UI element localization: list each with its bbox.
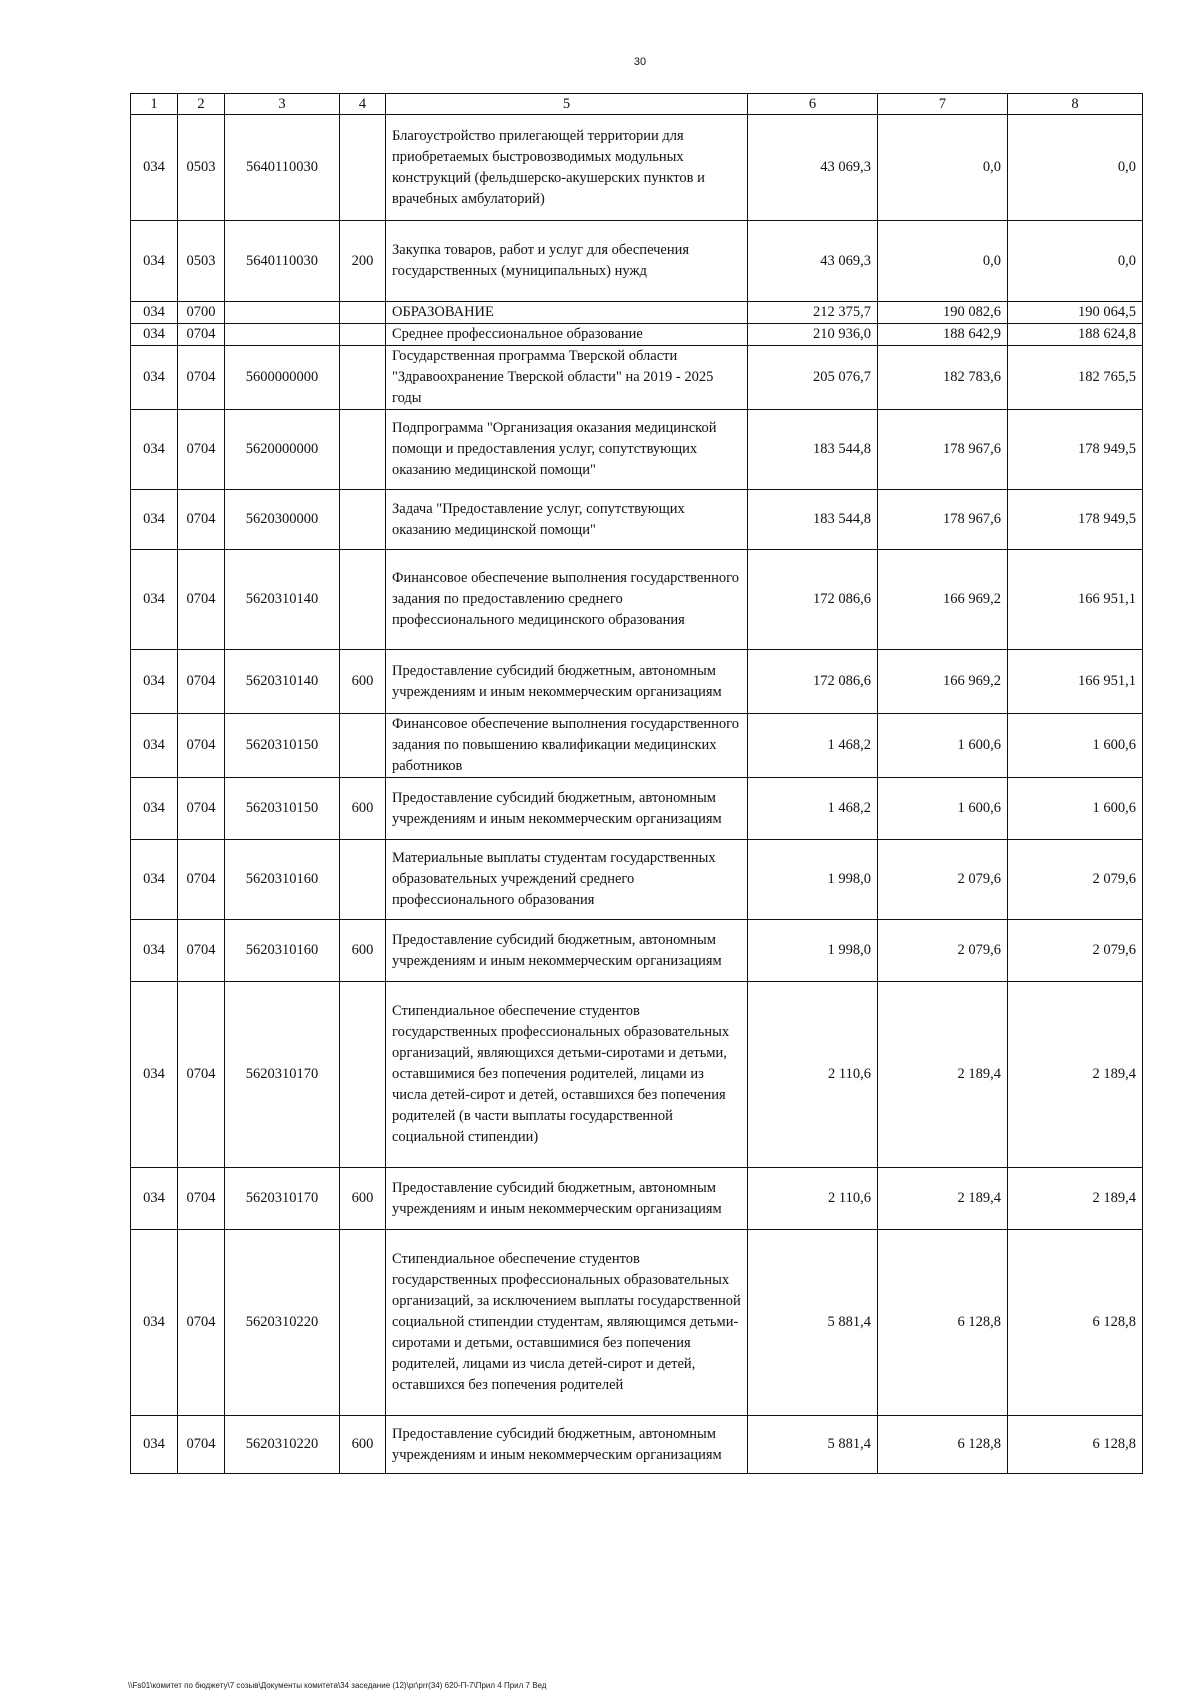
target-article-cell: 5620310140 [225,650,340,714]
target-article-cell: 5620000000 [225,410,340,490]
description-cell: Предоставление субсидий бюджетным, автономным учреждениям и иным некоммерческим организациям [386,920,748,982]
column-header: 8 [1008,94,1143,115]
target-article-cell: 5620310170 [225,982,340,1168]
expense-type-cell [340,490,386,550]
column-header: 7 [878,94,1008,115]
amount-2023-cell: 2 189,4 [1008,982,1143,1168]
amount-2023-cell: 1 600,6 [1008,778,1143,840]
expense-type-cell [340,982,386,1168]
table-row [131,490,1143,550]
section-code-cell: 0704 [178,346,225,410]
amount-2022-cell: 6 128,8 [878,1230,1008,1416]
target-article-cell: 5620310140 [225,550,340,650]
amount-2023-cell: 178 949,5 [1008,490,1143,550]
amount-2023-cell: 2 079,6 [1008,920,1143,982]
description-cell: Предоставление субсидий бюджетным, автономным учреждениям и иным некоммерческим организациям [386,778,748,840]
ministry-code-cell: 034 [131,490,178,550]
amount-2023-cell: 188 624,8 [1008,324,1143,346]
amount-2023-cell: 0,0 [1008,115,1143,221]
section-code-cell: 0704 [178,982,225,1168]
table-row [131,410,1143,490]
column-header: 1 [131,94,178,115]
amount-2023-cell: 166 951,1 [1008,550,1143,650]
ministry-code-cell: 034 [131,550,178,650]
ministry-code-cell: 034 [131,1416,178,1474]
amount-2021-cell: 5 881,4 [748,1416,878,1474]
amount-2022-cell: 2 079,6 [878,920,1008,982]
amount-2022-cell: 1 600,6 [878,778,1008,840]
budget-table [130,93,1143,1474]
section-code-cell: 0704 [178,1416,225,1474]
target-article-cell: 5640110030 [225,221,340,302]
amount-2021-cell: 205 076,7 [748,346,878,410]
target-article-cell: 5600000000 [225,346,340,410]
amount-2021-cell: 2 110,6 [748,1168,878,1230]
description-cell: Государственная программа Тверской области "Здравоохранение Тверской области" на 2019 - 2025 годы [386,346,748,410]
table-row [131,714,1143,778]
amount-2023-cell: 178 949,5 [1008,410,1143,490]
expense-type-cell [340,550,386,650]
description-cell: Предоставление субсидий бюджетным, автономным учреждениям и иным некоммерческим организациям [386,1416,748,1474]
expense-type-cell: 600 [340,1416,386,1474]
description-cell: Закупка товаров, работ и услуг для обеспечения государственных (муниципальных) нужд [386,221,748,302]
amount-2021-cell: 172 086,6 [748,650,878,714]
target-article-cell: 5620310160 [225,920,340,982]
table-row [131,302,1143,324]
description-cell: Финансовое обеспечение выполнения государственного задания по предоставлению среднего профессионального медицинского образования [386,550,748,650]
amount-2022-cell: 6 128,8 [878,1416,1008,1474]
column-header: 3 [225,94,340,115]
column-header: 5 [386,94,748,115]
target-article-cell: 5620310160 [225,840,340,920]
amount-2022-cell: 178 967,6 [878,410,1008,490]
section-code-cell: 0704 [178,920,225,982]
section-code-cell: 0704 [178,550,225,650]
amount-2022-cell: 2 189,4 [878,982,1008,1168]
column-header: 2 [178,94,225,115]
expense-type-cell: 600 [340,778,386,840]
amount-2023-cell: 190 064,5 [1008,302,1143,324]
expense-type-cell: 600 [340,650,386,714]
expense-type-cell [340,1230,386,1416]
section-code-cell: 0700 [178,302,225,324]
target-article-cell [225,324,340,346]
table-row [131,1230,1143,1416]
target-article-cell: 5620310150 [225,714,340,778]
description-cell: Финансовое обеспечение выполнения государственного задания по повышению квалификации медицинских работников [386,714,748,778]
section-code-cell: 0704 [178,490,225,550]
amount-2023-cell: 1 600,6 [1008,714,1143,778]
description-cell: Предоставление субсидий бюджетным, автономным учреждениям и иным некоммерческим организациям [386,1168,748,1230]
ministry-code-cell: 034 [131,982,178,1168]
section-code-cell: 0704 [178,840,225,920]
ministry-code-cell: 034 [131,920,178,982]
section-code-cell: 0704 [178,324,225,346]
amount-2023-cell: 2 079,6 [1008,840,1143,920]
table-row [131,840,1143,920]
amount-2021-cell: 210 936,0 [748,324,878,346]
table-row [131,550,1143,650]
description-cell: Благоустройство прилегающей территории для приобретаемых быстровозводимых модульных конструкций (фельдшерско-акушерских пунктов и врачебных амбулаторий) [386,115,748,221]
ministry-code-cell: 034 [131,840,178,920]
expense-type-cell [340,302,386,324]
amount-2023-cell: 2 189,4 [1008,1168,1143,1230]
section-code-cell: 0503 [178,221,225,302]
description-cell: Стипендиальное обеспечение студентов государственных профессиональных образовательных организаций, являющихся детьми-сиротами и детьми, оставшимися без попечения родителей, лицами из числа детей-сирот и детей, оставшихся без попечения родителей (в части выплаты государственной социальной стипендии) [386,982,748,1168]
ministry-code-cell: 034 [131,221,178,302]
table-row [131,1416,1143,1474]
table-row [131,221,1143,302]
description-cell: Предоставление субсидий бюджетным, автономным учреждениям и иным некоммерческим организациям [386,650,748,714]
amount-2022-cell: 2 189,4 [878,1168,1008,1230]
ministry-code-cell: 034 [131,115,178,221]
expense-type-cell [340,840,386,920]
expense-type-cell [340,714,386,778]
amount-2022-cell: 0,0 [878,115,1008,221]
amount-2023-cell: 182 765,5 [1008,346,1143,410]
table-row [131,346,1143,410]
table-row [131,324,1143,346]
amount-2021-cell: 183 544,8 [748,410,878,490]
section-code-cell: 0503 [178,115,225,221]
column-header: 4 [340,94,386,115]
amount-2022-cell: 190 082,6 [878,302,1008,324]
ministry-code-cell: 034 [131,302,178,324]
ministry-code-cell: 034 [131,410,178,490]
amount-2022-cell: 166 969,2 [878,650,1008,714]
section-code-cell: 0704 [178,650,225,714]
table-row [131,115,1143,221]
ministry-code-cell: 034 [131,714,178,778]
amount-2022-cell: 0,0 [878,221,1008,302]
ministry-code-cell: 034 [131,1168,178,1230]
expense-type-cell [340,410,386,490]
table-row [131,1168,1143,1230]
amount-2021-cell: 1 468,2 [748,714,878,778]
target-article-cell: 5620310150 [225,778,340,840]
target-article-cell: 5640110030 [225,115,340,221]
ministry-code-cell: 034 [131,324,178,346]
section-code-cell: 0704 [178,1168,225,1230]
amount-2021-cell: 43 069,3 [748,115,878,221]
table-row [131,920,1143,982]
amount-2023-cell: 0,0 [1008,221,1143,302]
table-row [131,650,1143,714]
amount-2023-cell: 166 951,1 [1008,650,1143,714]
ministry-code-cell: 034 [131,650,178,714]
amount-2021-cell: 1 468,2 [748,778,878,840]
table-row [131,982,1143,1168]
amount-2023-cell: 6 128,8 [1008,1230,1143,1416]
amount-2021-cell: 212 375,7 [748,302,878,324]
target-article-cell: 5620310170 [225,1168,340,1230]
target-article-cell [225,302,340,324]
amount-2021-cell: 5 881,4 [748,1230,878,1416]
amount-2022-cell: 1 600,6 [878,714,1008,778]
file-path-footer: \\Fs01\комитет по бюджету\7 созыв\Документы комитета\34 заседание (12)\рг\prr(34) 620-П-7\Прил 4 Прил 7 Вед [128,1681,547,1690]
expense-type-cell: 200 [340,221,386,302]
expense-type-cell: 600 [340,920,386,982]
amount-2022-cell: 2 079,6 [878,840,1008,920]
description-cell: Материальные выплаты студентам государственных образовательных учреждений среднего профессионального образования [386,840,748,920]
target-article-cell: 5620310220 [225,1230,340,1416]
ministry-code-cell: 034 [131,346,178,410]
expense-type-cell [340,346,386,410]
target-article-cell: 5620300000 [225,490,340,550]
description-cell: Подпрограмма "Организация оказания медицинской помощи и предоставления услуг, сопутствующих оказанию медицинской помощи" [386,410,748,490]
section-code-cell: 0704 [178,714,225,778]
amount-2021-cell: 172 086,6 [748,550,878,650]
column-header: 6 [748,94,878,115]
ministry-code-cell: 034 [131,778,178,840]
description-cell: ОБРАЗОВАНИЕ [386,302,748,324]
ministry-code-cell: 034 [131,1230,178,1416]
expense-type-cell: 600 [340,1168,386,1230]
description-cell: Среднее профессиональное образование [386,324,748,346]
page-number: 30 [633,56,647,68]
amount-2021-cell: 183 544,8 [748,490,878,550]
description-cell: Стипендиальное обеспечение студентов государственных профессиональных образовательных организаций, за исключением выплаты государственной социальной стипендии студентам, являющимся детьми-сиротами и детьми, оставшимися без попечения родителей, лицами из числа детей-сирот и детей, оставшихся без попечения родителей [386,1230,748,1416]
amount-2023-cell: 6 128,8 [1008,1416,1143,1474]
section-code-cell: 0704 [178,410,225,490]
amount-2022-cell: 182 783,6 [878,346,1008,410]
expense-type-cell [340,324,386,346]
amount-2022-cell: 188 642,9 [878,324,1008,346]
expense-type-cell [340,115,386,221]
amount-2021-cell: 1 998,0 [748,840,878,920]
table-header-row [131,94,1143,115]
table-row [131,778,1143,840]
target-article-cell: 5620310220 [225,1416,340,1474]
amount-2021-cell: 43 069,3 [748,221,878,302]
amount-2021-cell: 2 110,6 [748,982,878,1168]
section-code-cell: 0704 [178,1230,225,1416]
amount-2022-cell: 166 969,2 [878,550,1008,650]
amount-2022-cell: 178 967,6 [878,490,1008,550]
amount-2021-cell: 1 998,0 [748,920,878,982]
description-cell: Задача "Предоставление услуг, сопутствующих оказанию медицинской помощи" [386,490,748,550]
section-code-cell: 0704 [178,778,225,840]
